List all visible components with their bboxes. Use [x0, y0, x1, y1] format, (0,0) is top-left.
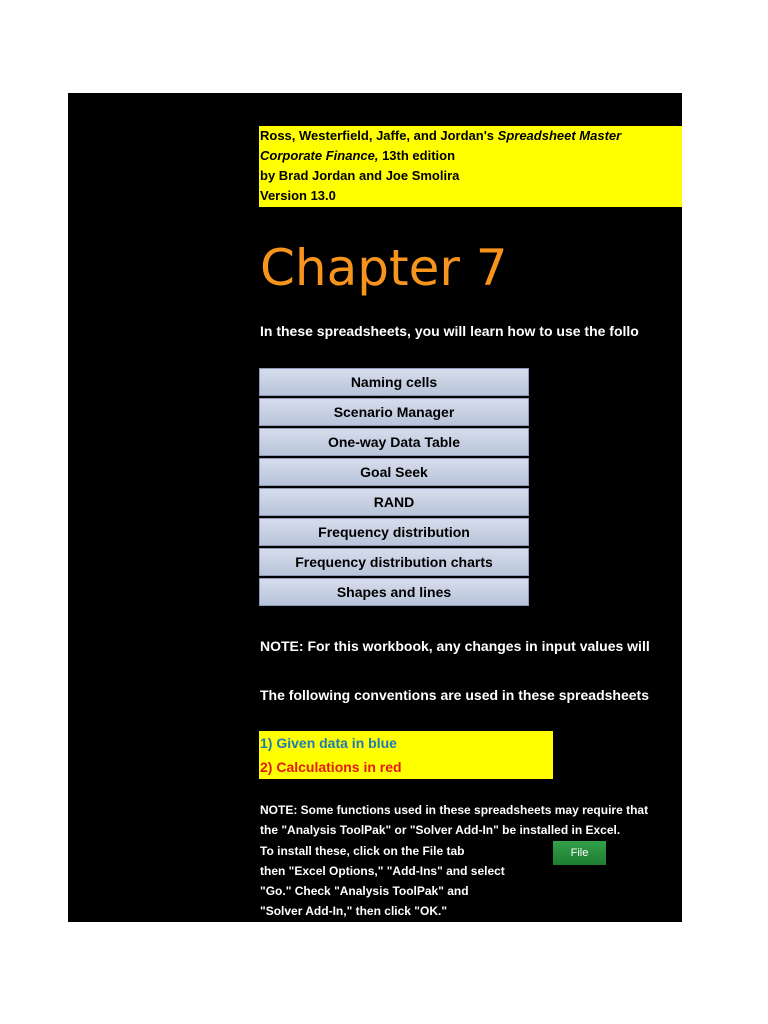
topic-button-shapes-and-lines[interactable]: Shapes and lines	[259, 578, 529, 606]
topic-button-one-way-data-table[interactable]: One-way Data Table	[259, 428, 529, 456]
book-info-line-1: Ross, Westerfield, Jaffe, and Jordan's Spreadsheet Master	[260, 128, 622, 143]
topic-button-rand[interactable]: RAND	[259, 488, 529, 516]
file-tab-button[interactable]: File	[553, 841, 606, 865]
add-in-note-line: NOTE: Some functions used in these spreadsheets may require that	[260, 803, 649, 817]
add-in-note-line: then "Excel Options," "Add-Ins" and select	[260, 863, 505, 878]
color-legend-box	[259, 731, 553, 779]
intro-text: In these spreadsheets, you will learn how to use the follo	[260, 323, 639, 339]
add-in-note-line: "Solver Add-In," then click "OK."	[260, 904, 448, 919]
topic-button-frequency-distribution-charts[interactable]: Frequency distribution charts	[259, 548, 529, 576]
book-info-authors: by Brad Jordan and Joe Smolira	[260, 168, 460, 183]
topic-button-goal-seek[interactable]: Goal Seek	[259, 458, 529, 486]
add-in-note-line: "Go." Check "Analysis ToolPak" and	[260, 884, 469, 899]
topic-list	[259, 368, 529, 608]
book-info-line-2: Corporate Finance, 13th edition	[260, 148, 456, 163]
input-change-note: NOTE: For this workbook, any changes in input values will	[260, 638, 650, 654]
topic-button-naming-cells[interactable]: Naming cells	[259, 368, 529, 396]
add-in-note-line: the "Analysis ToolPak" or "Solver Add-In" be installed in Excel.	[260, 823, 621, 838]
legend-given-data: 1) Given data in blue	[260, 735, 397, 751]
spreadsheet-area	[68, 93, 682, 922]
topic-button-scenario-manager[interactable]: Scenario Manager	[259, 398, 529, 426]
add-in-note-line: To install these, click on the File tab	[260, 843, 465, 858]
book-info-version: Version 13.0	[260, 188, 336, 203]
topic-button-frequency-distribution[interactable]: Frequency distribution	[259, 518, 529, 546]
conventions-heading: The following conventions are used in these spreadsheets	[260, 687, 649, 703]
legend-calculations: 2) Calculations in red	[260, 759, 402, 775]
book-info-box	[259, 126, 682, 207]
chapter-title: Chapter 7	[260, 239, 508, 297]
